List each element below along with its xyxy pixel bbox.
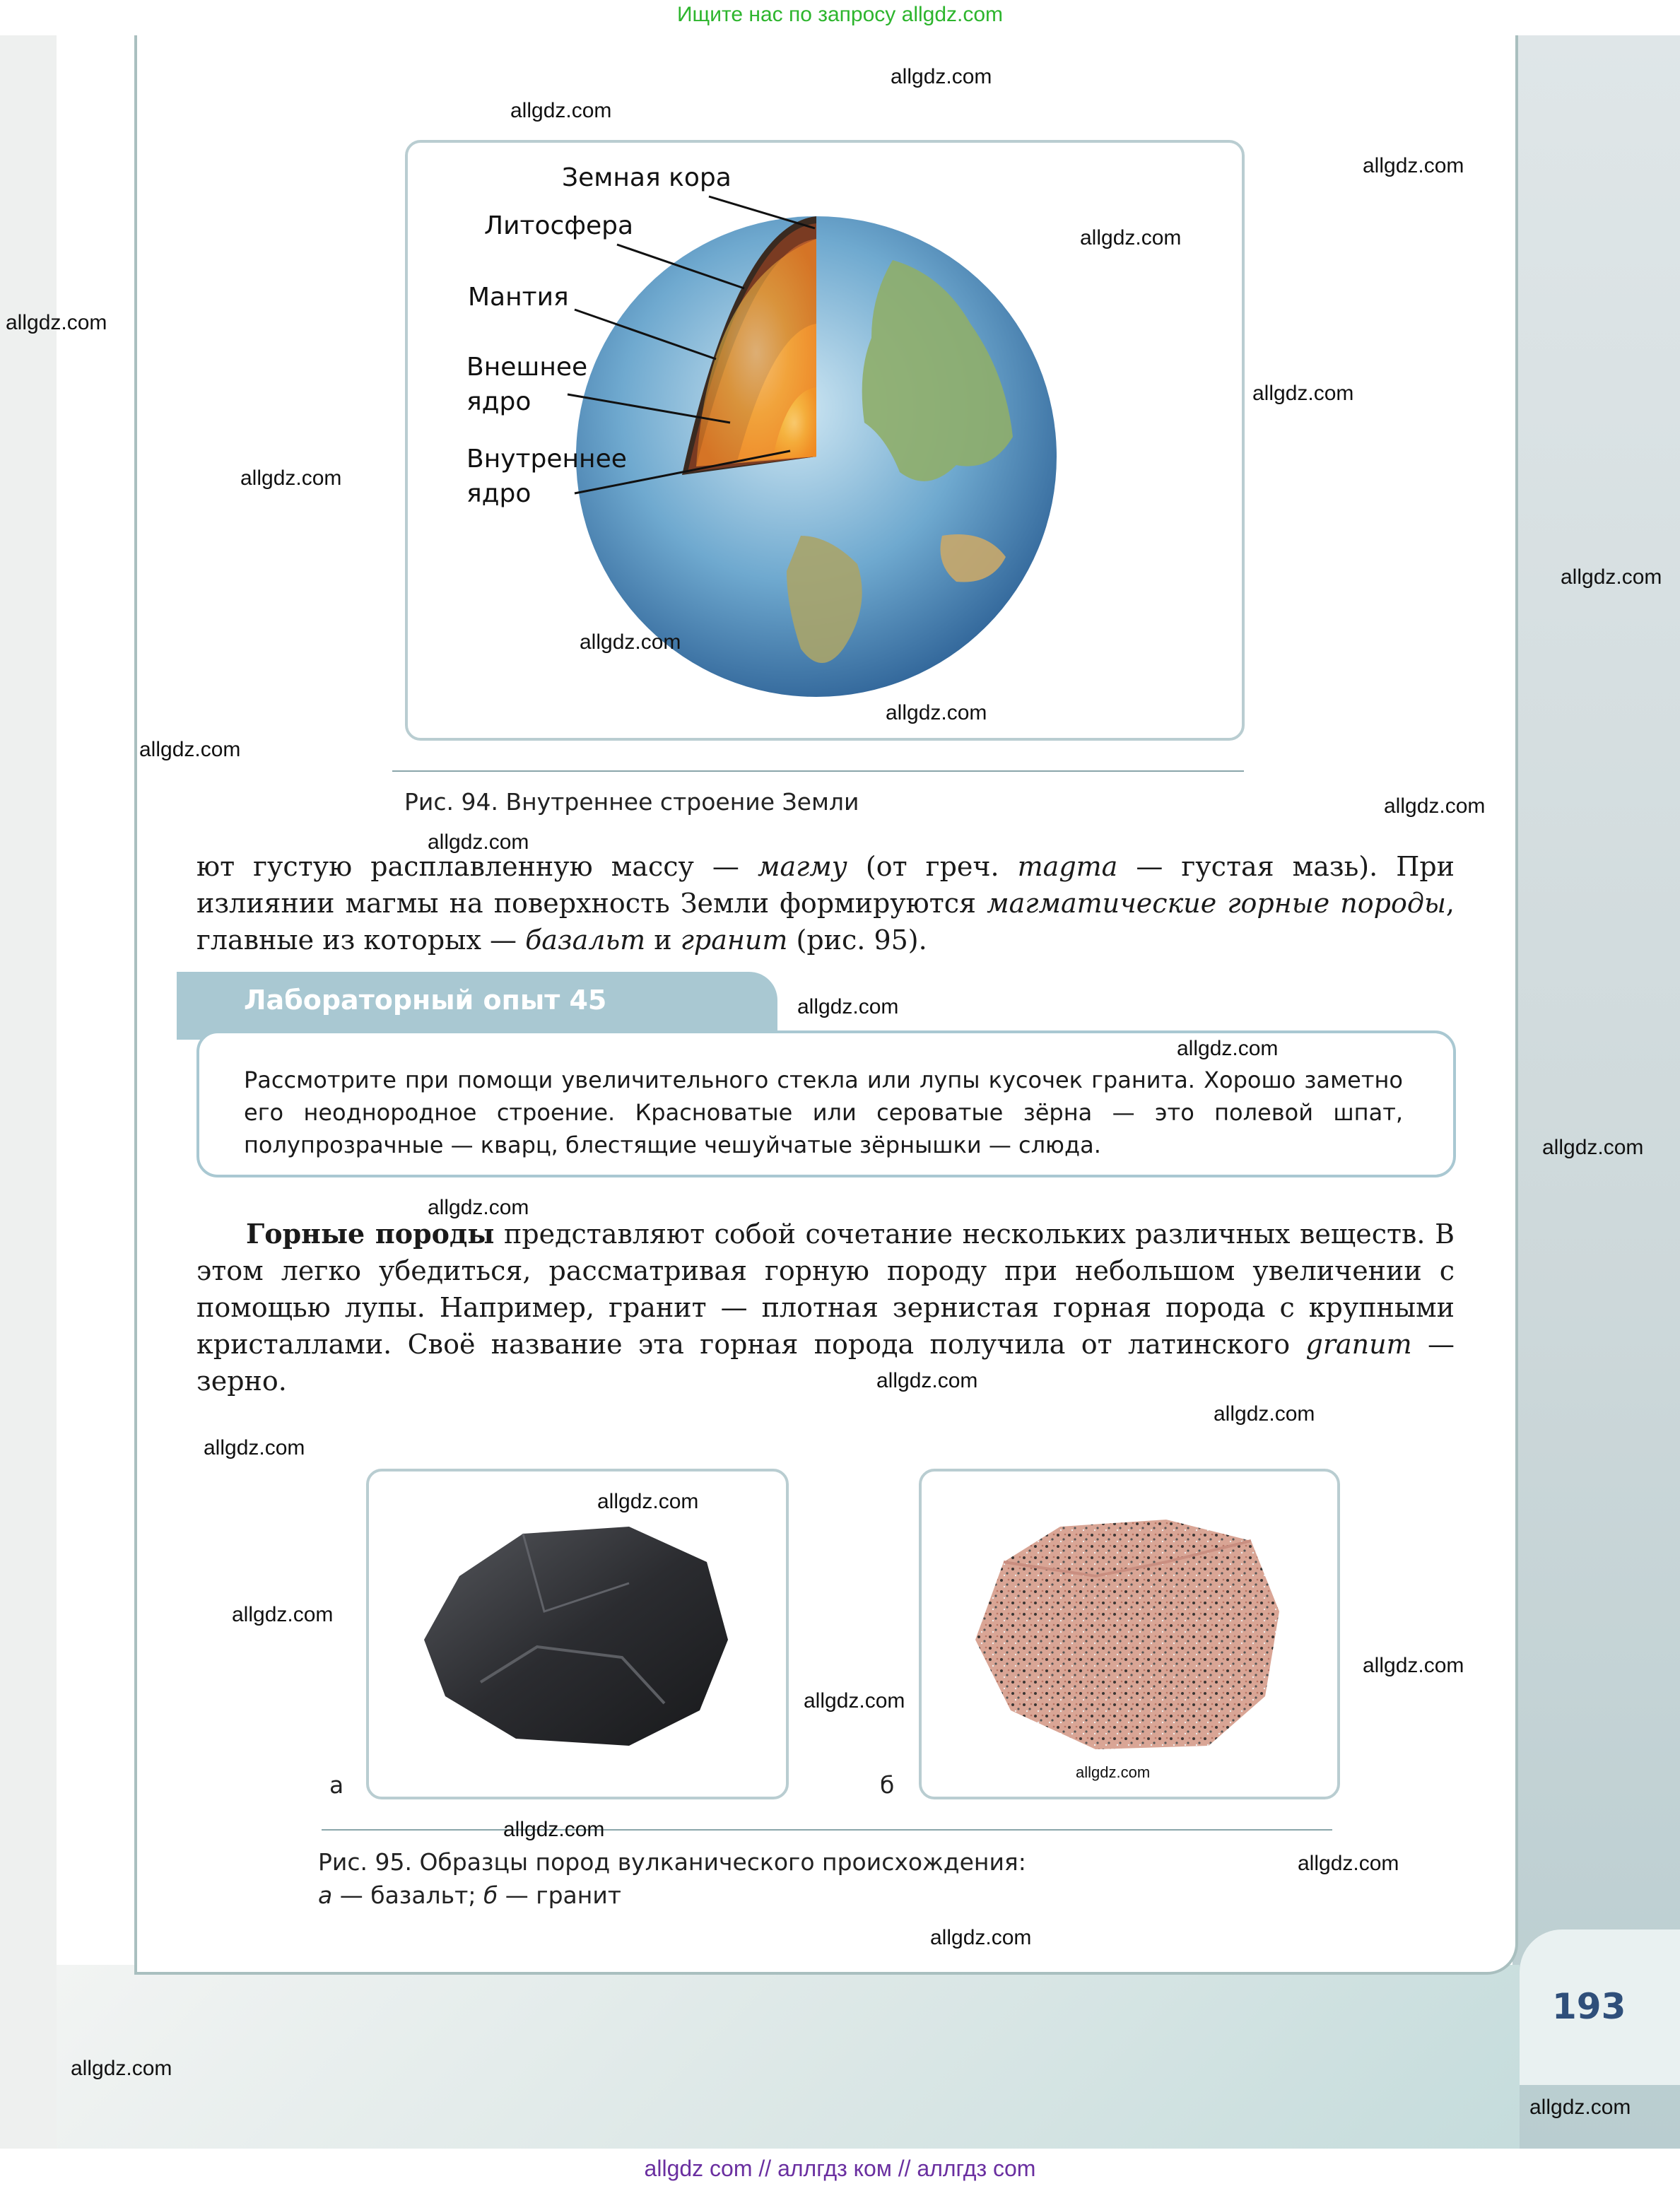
term-rocks: Горные породы xyxy=(246,1218,495,1250)
figure-94-rule xyxy=(392,770,1244,772)
watermark[interactable]: allgdz.com xyxy=(1561,565,1662,589)
term-granite: гранит xyxy=(680,924,788,956)
label-outer-core-line1: Внешнее xyxy=(466,353,588,382)
watermark[interactable]: allgdz.com xyxy=(139,738,241,761)
label-inner-core-line2: ядро xyxy=(466,479,531,508)
watermark[interactable]: allgdz.com xyxy=(6,311,107,334)
watermark[interactable]: allgdz.com xyxy=(1363,1654,1464,1677)
text-span: — базальт; xyxy=(332,1881,483,1909)
page-bottom-background xyxy=(57,1965,1520,2149)
watermark[interactable]: allgdz.com xyxy=(1384,794,1486,818)
watermark[interactable]: allgdz.com xyxy=(580,630,681,654)
caption-letter-a: а xyxy=(318,1881,333,1909)
watermark[interactable]: allgdz.com xyxy=(886,701,987,724)
watermark[interactable]: allgdz.com xyxy=(1252,382,1354,405)
watermark[interactable]: allgdz.com xyxy=(797,995,899,1018)
text-span: — густая мазь). При излиянии магмы на поверхность Земли формируются xyxy=(196,851,1455,919)
label-mantle: Мантия xyxy=(468,283,569,312)
text-span: , главные из которых — xyxy=(196,888,1455,956)
watermark[interactable]: allgdz.com xyxy=(1214,1402,1315,1426)
watermark[interactable]: allgdz.com xyxy=(240,466,342,490)
granite-sample-image xyxy=(954,1498,1308,1767)
figure-95a-letter: а xyxy=(329,1771,344,1799)
figure-95-caption-line2 xyxy=(318,1881,621,1909)
body-paragraph-rocks xyxy=(196,1216,1455,1399)
watermark[interactable]: allgdz.com xyxy=(891,65,992,88)
term-basalt: базальт xyxy=(525,924,646,956)
term-magma: магму xyxy=(757,851,847,882)
watermark[interactable]: allgdz.com xyxy=(1080,226,1182,249)
text-span: (от греч. xyxy=(847,851,1018,882)
figure-94-caption: Рис. 94. Внутреннее строение Земли xyxy=(404,788,859,816)
body-paragraph-magma xyxy=(196,848,1455,958)
text-span: ют густую расплавленную массу — xyxy=(196,851,758,882)
watermark[interactable]: allgdz.com xyxy=(1529,2096,1631,2119)
caption-letter-b: б xyxy=(483,1881,498,1909)
text-span: (рис. 95). xyxy=(787,924,927,956)
label-outer-core-line2: ядро xyxy=(466,387,531,416)
term-magma-greek: magma xyxy=(1017,851,1118,882)
watermark[interactable]: allgdz.com xyxy=(1177,1037,1279,1060)
watermark[interactable]: allgdz.com xyxy=(1363,154,1464,177)
figure-95-rule xyxy=(322,1829,1332,1831)
watermark[interactable]: allgdz.com xyxy=(510,99,612,122)
figure-95-caption-line1: Рис. 95. Образцы пород вулканического происхождения: xyxy=(318,1848,1026,1876)
basalt-sample-image xyxy=(396,1505,749,1767)
text-span: — гранит xyxy=(498,1881,622,1909)
term-granum: granum xyxy=(1305,1329,1412,1360)
page-gutter-left xyxy=(0,35,57,2149)
watermark[interactable]: allgdz.com xyxy=(428,830,529,854)
lab-experiment-title: Лабораторный опыт 45 xyxy=(244,985,607,1016)
basalt-rock xyxy=(424,1527,728,1746)
lab-experiment-text: Рассмотрите при помощи увеличительного стекла или лупы кусочек гранита. Хорошо заметно его неоднородное строение. Красноватые или сероватые зёрна — это полевой шпат, полупрозрачные — кварц, блестящие чешуйчатые зёрнышки — слюда. xyxy=(244,1067,1403,1158)
page-edge-right xyxy=(1512,35,1680,2149)
watermark[interactable]: allgdz.com xyxy=(428,1196,529,1219)
text-span: представляют собой сочетание нескольких различных веществ. В этом легко убедиться, рассматривая горную породу при небольшом увеличении с помощью лупы. Например, гранит — плотная зернистая горная порода с крупными кристаллами. Своё название эта горная порода получила от латинского xyxy=(196,1218,1455,1360)
granite-rock xyxy=(975,1520,1279,1749)
watermark[interactable]: allgdz.com xyxy=(597,1490,699,1513)
watermark[interactable]: allgdz.com xyxy=(930,1926,1032,1949)
text-span: — зерно. xyxy=(196,1329,1455,1397)
watermark[interactable]: allgdz.com xyxy=(1542,1136,1644,1159)
watermark[interactable]: allgdz.com xyxy=(503,1818,605,1841)
watermark[interactable]: allgdz.com xyxy=(876,1369,978,1392)
label-earth-crust: Земная кора xyxy=(562,163,732,192)
term-magmatic-rocks: магматические горные породы xyxy=(987,888,1446,919)
watermark[interactable]: allgdz.com xyxy=(1076,1763,1151,1781)
text-span: и xyxy=(645,924,681,956)
watermark[interactable]: allgdz.com xyxy=(232,1603,334,1626)
watermark[interactable]: allgdz.com xyxy=(1298,1852,1399,1875)
search-hint-link[interactable]: Ищите нас по запросу allgdz.com xyxy=(676,3,1004,26)
footer-links[interactable]: allgdz com // аллгдз ком // аллгдз com xyxy=(644,2156,1036,2181)
label-inner-core-line1: Внутреннее xyxy=(466,445,627,474)
watermark[interactable]: allgdz.com xyxy=(204,1436,305,1459)
watermark[interactable]: allgdz.com xyxy=(71,2057,172,2080)
page-number: 193 xyxy=(1552,1986,1626,2027)
label-lithosphere: Литосфера xyxy=(484,211,634,240)
watermark[interactable]: allgdz.com xyxy=(804,1689,905,1713)
figure-95b-letter: б xyxy=(880,1771,895,1799)
